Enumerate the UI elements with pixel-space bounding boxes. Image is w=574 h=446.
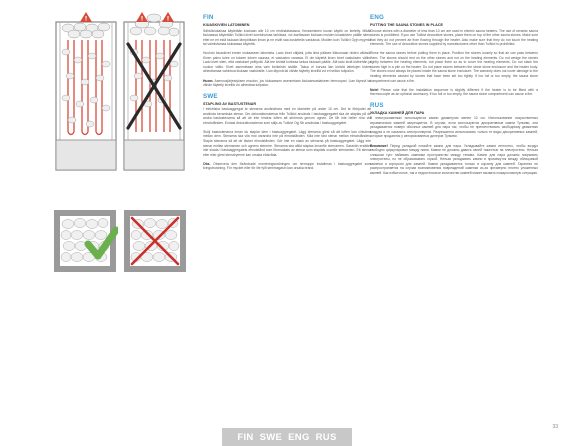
swe-note-label: Obs.: [203, 161, 211, 166]
swe-paragraph-3: [203, 162, 371, 171]
rus-paragraph-2: [370, 144, 538, 176]
swe-paragraph-1: I elektriska bastuaggregat är stenarna användbara med en diameter på under 10 cm. Det är förbjudet att använda keramiska stenar. Om dekorationsstenar från Tulikivi används i bastuaggregatet ska de staplas på de andra bastustenarna så att de inte hindrar luften att strömma genom ugnen. De får inte heller röra vid elmotstånden. Endast dekorationsstenar som säljs av Tulikivi Oyj får användas i bastuaggregatet.: [203, 107, 371, 125]
swe-section: [203, 93, 371, 171]
rus-section: [370, 102, 538, 176]
swe-language-heading: SWE: [203, 92, 218, 100]
eng-paragraph-3: [370, 88, 538, 97]
language-tabs: [222, 428, 352, 446]
swe-note-text: Observera den förändrade monteringsordningen om termoppe installeras i bastuaggregatet som kringutrustning. För mycket eller för lite fyllt stenmagasin kan orsaka brand.: [203, 161, 371, 171]
rus-note-label: Внимание!: [370, 143, 388, 148]
correct-heater-illustration: [52, 12, 120, 172]
page-number: 33: [552, 424, 558, 430]
fin-language-heading: FIN: [203, 14, 214, 21]
incorrect-heater-illustration: [120, 12, 188, 172]
rus-paragraph-1: В электрокаменках используются камни диаметром менее 10 см. Использование искусственных керамических камней запрещается. В случае, если используются декоративные камни Тулкиви, они укладываются поверх обычных камней для пара так, чтобы не препятствовать свободному движению воздуха и не касались электроэнергии. Разрешается использовать только те виды декоративных камней, которые продаются у авторизованных дилеров Тулкиви.: [370, 116, 538, 139]
fin-note-label: Huom.: [203, 78, 214, 83]
eng-paragraph-2: Rinse the sauna stones before putting them in place. Position the stones loosely so that air can pass between them. The stones should rest on the other stones and not on the heating elements. Do not wedge the stones tightly between the heating elements, but place them so as to cover the heating elements. Do not stack the stones high in a pile on the heater. Do not place stones between the stone stone enclosure and the heater body. The stones must always be placed inside the sauna stone enclosure. The warranty does not cover damage to the heating elements caused by stones that have been set too tightly. If too full or too empty, the sauna stone compartment can cause a fire.: [370, 51, 538, 83]
tab-rus[interactable]: RUS: [315, 431, 337, 443]
fin-note-text: Asennusjärjestyksen mauton, jos kiukaassen asennetaan kiukaanvastaiseen termospari. Lian täynnä tai vähän täytetty kiveillä voi aiheuttaa tulipalon.: [203, 78, 371, 88]
correct-compartment-illustration: [52, 208, 118, 274]
fin-paragraph-1: Sähkökiukaissa käytetään kookaan alle 10 cm ehdindatasassa. Keraamiseen kuvan käyttö on kieletty. Mikäli kiukaassa käytetään Tulikivi-kivet kombinoivaa tarkistaa, voi asettavaan kiukaan muiden kiuaskivien päälle siten, ettei ne eri estä kiukaan lämpötilaan ilman ja ne eivät saa kosketella vastuksia. Muiden kuin Tulikivi Oyjn myymiä tai valmistamaa kiukaassa käytettä.: [203, 28, 371, 47]
eng-note-label: Note!: [370, 87, 379, 92]
svg-text:!: !: [84, 15, 88, 23]
fin-section: [203, 14, 371, 88]
eng-section: [370, 14, 538, 97]
swe-paragraph-2: Skölj bastustenarna innan du staplar dem i bastuaggregatet. Lägg stenarna glest så att luften kan cirkulera mellan dem. Stenarna ska vila mot varandra inte på elmotstånden. Kiila inte fast stenar mellan elmotstånden. Stapla stenarna så att de täcker elmotstånden. Gör inte en stack av stenarna på bastuaggregatet. Lägg inte stenar mellan stenramen och ugnens stenrme. Stenarna ska alltid staplas innanför stenramen. Garantin ersätter inte skada i bastuaggregatets elmotstånd som förorsakats av stenar som staplats ovanför stenramen. Ett stenar eller eller glest stenutrymme kan orsaka eldsvåda.: [203, 129, 371, 157]
eng-language-heading: ENG: [370, 14, 385, 21]
svg-text:!: !: [166, 15, 170, 23]
eng-note-text: Please note that the installation sequence is slightly different if the heater is to be fitted with a thermocouple as an optional accessory. If too full or too empty, the sauna stone compartment can cause a fire.: [370, 87, 538, 97]
tab-fin[interactable]: FIN: [237, 431, 254, 443]
fin-paragraph-2: Huuhdo kiuaskivet ennen kiukaaseen latomista. Lado kivet väljästi, jotta ilma pääsee liikkumaan niiden välissä. Kiven paino tulee on tukeen toinen saunaa, ei vastusten varassa. Ei ole käytetä kiven kivet vastuksien väliin. Lado kivet siten, että vastukset peittyvät. Älä tee kivistä korkeaa kekoa kiukaan päälle. Älä lado kiviä kivikehän ja ruukun väliin. Kivet asennetaan aina vain kivikehän sisälle. Takuu ei korvaa lian kivistä laitetujen kivien aiheuttamaa vahinkoa kiukaan vastuksille. Lian täynnä tai vähän täytetty kiveillä voi ei heikko tulipalon.: [203, 51, 371, 74]
rus-subheading: УКЛАДКА КАМНЕЙ ДЛЯ ПАРА: [370, 110, 425, 115]
eng-paragraph-1: Choose stones with a diameter of less than 10 cm are used in electric sauna heaters. The use of ceramic sauna stones is prohibited. If you use Tulikivi decorative stones, place them on top of the other sauna stones. Make sure that they do not prevent air from flowing through the heater. Also make sure that they do not touch the heating elements. The use of decorative stones supplied by manufacturers other than Tulikivi is prohibited.: [370, 28, 538, 47]
fin-paragraph-3: [203, 79, 371, 88]
svg-text:!: !: [140, 15, 144, 23]
rus-note-text: Перед укладкой помойте камни для пара. Укладывайте камни неплотно, чтобы воздух свободно циркулировал между ними. Камни не должны давить своей тяжестью на электротэны. Нельзя слишком туго набивать камнями пространство между тэнами. Камни для пара должны покрывать электротэны, но не образовывать горкой. Нельзя укладывать камни в промежуток между облицовкой каменки и корпусом для камней. Камни укладываются только в корзину для камней. Гарантия не распространяется на случаи возникновения повреждений каменки из-за чрезмерно плотно уложенных камней. Как избыточное, так и недостаточное количество камней может вызвать пожароопасную ситуацию.: [370, 143, 538, 175]
tab-swe[interactable]: SWE: [259, 431, 283, 443]
fin-subheading: KIUASKIVIEN LATOMINEN: [203, 23, 250, 27]
eng-subheading: PUTTING THE SAUNA STONES IN PLACE: [370, 23, 443, 27]
rus-language-heading: RUS: [370, 101, 384, 109]
left-text-column: [203, 14, 371, 176]
tab-eng[interactable]: ENG: [288, 431, 310, 443]
incorrect-compartment-illustration: [122, 208, 188, 274]
right-text-column: [370, 14, 538, 180]
swe-subheading: STAPLING AV BASTUSTENAR: [203, 101, 256, 106]
